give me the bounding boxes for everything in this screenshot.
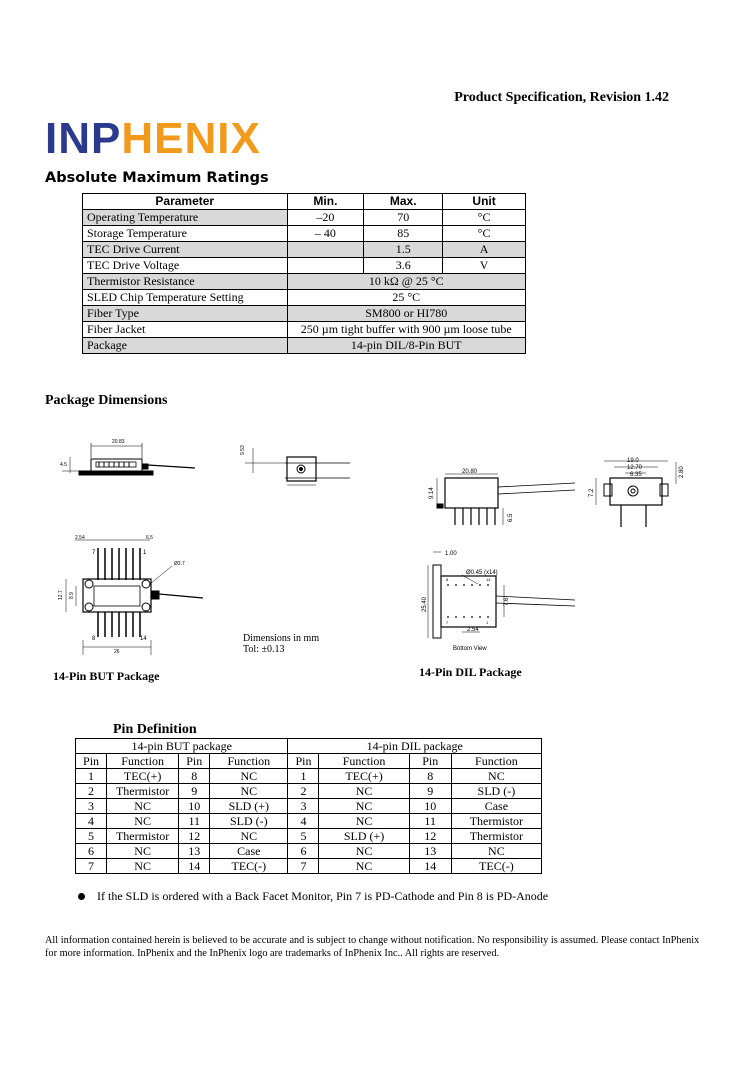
dil-p7-label: 7 [446,620,449,625]
pin-cell: SLD (-) [451,784,541,799]
pin-cell: 14 [409,859,451,874]
but-end-view-drawing [245,448,350,485]
pin-cell: Thermistor [451,814,541,829]
pin-cell: 6 [76,844,107,859]
dil-p14-label: 14 [486,577,491,582]
pin-cell: Thermistor [107,784,179,799]
pin-cell: 8 [179,769,210,784]
pin-cell: 4 [288,814,319,829]
dil-h2-label: 2.80 [679,466,685,478]
dil-len2-label: 25.40 [422,596,428,612]
pin-cell: NC [319,784,409,799]
pin-cell: NC [319,799,409,814]
pin-col-header: Pin [409,754,451,769]
dil-p8-label: 8 [446,577,449,582]
pin-cell: 1 [76,769,107,784]
pin-cell: 6 [288,844,319,859]
amr-param: Package [83,338,288,354]
but-pin14-label: 14 [140,636,147,642]
amr-unit: °C [443,210,526,226]
pin-cell: 10 [409,799,451,814]
pin-group-dil: 14-pin DIL package [288,739,542,754]
pin-cell: NC [319,859,409,874]
pin-table [75,738,542,874]
pin-cell: 5 [288,829,319,844]
bfm-note [78,889,548,904]
pin-col-header: Pin [179,754,210,769]
pin-cell: 12 [409,829,451,844]
pin-definition-title: Pin Definition [113,722,197,737]
amr-col-max: Max. [364,194,443,210]
dil-p1-label: 1 [486,620,489,625]
pin-cell: 7 [76,859,107,874]
amr-title: Absolute Maximum Ratings [45,170,269,186]
pin-cell: SLD (-) [210,814,288,829]
revision-header: Product Specification, Revision 1.42 [454,90,669,105]
pin-cell: 5 [76,829,107,844]
pin-cell: NC [319,844,409,859]
pin-cell: 11 [409,814,451,829]
dil-side-label: 7.2 [589,488,595,497]
pin-cell: TEC(+) [107,769,179,784]
pin-cell: 3 [76,799,107,814]
but-top-h-label: 4.5 [60,462,67,468]
amr-unit: V [443,258,526,274]
amr-col-parameter: Parameter [83,194,288,210]
but-width-label: 12.7 [58,590,64,600]
pin-cell: NC [107,799,179,814]
but-pin7-label: 7 [92,550,96,556]
pin-cell: 9 [179,784,210,799]
amr-unit: °C [443,226,526,242]
package-title: Package Dimensions [45,393,168,408]
but-pin1-label: 1 [143,550,147,556]
amr-param: Operating Temperature [83,210,288,226]
amr-value: 250 µm tight buffer with 900 µm loose tube [287,322,526,338]
pin-header-row [76,754,542,769]
pin-cell: 2 [288,784,319,799]
table-row [76,769,542,784]
but-side-view-drawing [62,443,195,475]
but-length-label: 26 [114,649,120,655]
pin-col-header: Function [107,754,179,769]
pin-cell: NC [210,784,288,799]
pin-group-row [76,739,542,754]
pin-col-header: Function [451,754,541,769]
amr-param: TEC Drive Voltage [83,258,288,274]
amr-unit: A [443,242,526,258]
amr-max: 85 [364,226,443,242]
table-row [76,844,542,859]
pin-col-header: Function [319,754,409,769]
pin-cell: NC [451,844,541,859]
pin-cell: 12 [179,829,210,844]
amr-param: Thermistor Resistance [83,274,288,290]
amr-value: 10 kΩ @ 25 °C [287,274,526,290]
table-row [76,814,542,829]
dil-pinlen-label: 6.5 [508,513,514,522]
pin-cell: 13 [409,844,451,859]
but-endpin-label: 6.5 [146,535,153,541]
pin-cell: Thermistor [451,829,541,844]
table-row [76,829,542,844]
pin-cell: 9 [409,784,451,799]
but-inner-label: 8.9 [69,592,75,599]
but-top-len-label: 20.83 [112,439,125,445]
amr-max: 1.5 [364,242,443,258]
logo-part-henix: HENIX [121,114,261,163]
pin-cell: 8 [409,769,451,784]
dil-bottom-label: Bottom View [453,646,487,652]
amr-value: 25 °C [287,290,526,306]
pin-cell: 7 [288,859,319,874]
dimensions-note [243,633,319,655]
amr-param: TEC Drive Current [83,242,288,258]
table-row [76,799,542,814]
pin-group-but: 14-pin BUT package [76,739,288,754]
pin-cell: NC [107,814,179,829]
but-pin8-label: 8 [92,636,96,642]
dimensions-note-unit: Dimensions in mm [243,633,320,644]
pin-cell: 4 [76,814,107,829]
pin-cell: Case [451,799,541,814]
dil-pindia-label: Ø0.45 (x14) [466,570,498,576]
but-end-w-label: 9.53 [240,445,246,455]
caption-dil-package: 14-Pin DIL Package [419,665,522,679]
pin-cell: NC [210,769,288,784]
amr-min: –20 [287,210,364,226]
pin-cell: 2 [76,784,107,799]
amr-col-min: Min. [287,194,364,210]
dil-w2-label: 12.70 [627,465,643,471]
amr-param: Fiber Type [83,306,288,322]
amr-max: 3.6 [364,258,443,274]
pin-cell: 11 [179,814,210,829]
amr-col-unit: Unit [443,194,526,210]
but-pitch-label: 2.54 [75,535,85,541]
dil-side-view-drawing [437,474,575,525]
pin-cell: TEC(-) [210,859,288,874]
pin-cell: 1 [288,769,319,784]
dil-row-label: 7.6 [504,597,510,606]
amr-param: Storage Temperature [83,226,288,242]
amr-max: 70 [364,210,443,226]
pin-col-header: Function [210,754,288,769]
logo-part-inp: INP [45,114,122,163]
dil-pitch-label: 2.54 [467,627,479,633]
pin-cell: NC [107,859,179,874]
dimensions-note-tol: Tol: ±0.13 [243,644,285,655]
pin-cell: Thermistor [107,829,179,844]
table-row [76,784,542,799]
dil-len-label: 20.80 [462,469,478,475]
dil-h-label: 9.14 [429,487,435,499]
amr-value: 14-pin DIL/8-Pin BUT [287,338,526,354]
bfm-note-text: If the SLD is ordered with a Back Facet Monitor, Pin 7 is PD-Cathode and Pin 8 is PD-Anode [97,889,549,903]
pin-cell: 14 [179,859,210,874]
pin-col-header: Pin [288,754,319,769]
pin-col-header: Pin [76,754,107,769]
pin-cell: NC [107,844,179,859]
but-pin-view-drawing [66,540,203,655]
pin-cell: 3 [288,799,319,814]
amr-param: SLED Chip Temperature Setting [83,290,288,306]
pin-cell: NC [451,769,541,784]
pin-cell: SLD (+) [319,829,409,844]
dil-flange-label: 1.00 [445,551,457,557]
but-hole-label: Ø2.7 [174,561,185,567]
dil-bottom-view-drawing [428,552,575,638]
pin-cell: 13 [179,844,210,859]
amr-value: SM800 or HI780 [287,306,526,322]
pin-cell: TEC(+) [319,769,409,784]
pin-cell: Case [210,844,288,859]
table-row [76,859,542,874]
bullet-icon [78,893,85,900]
pin-cell: 10 [179,799,210,814]
dil-w3-label: 6.35 [630,472,642,478]
footer-disclaimer: All information contained herein is believed to be accurate and is subject to change without notification. No responsibility is assumed. Please contact InPhenix for more information. InPhenix and the InPhenix logo are trademarks of InPhenix Inc.. All rights are reserved. [45,935,700,959]
dil-w1-label: 19.0 [627,458,639,464]
pin-cell: NC [319,814,409,829]
pin-cell: SLD (+) [210,799,288,814]
amr-param: Fiber Jacket [83,322,288,338]
pin-cell: NC [210,829,288,844]
amr-min: – 40 [287,226,364,242]
pin-cell: TEC(-) [451,859,541,874]
caption-but-package: 14-Pin BUT Package [53,669,160,683]
